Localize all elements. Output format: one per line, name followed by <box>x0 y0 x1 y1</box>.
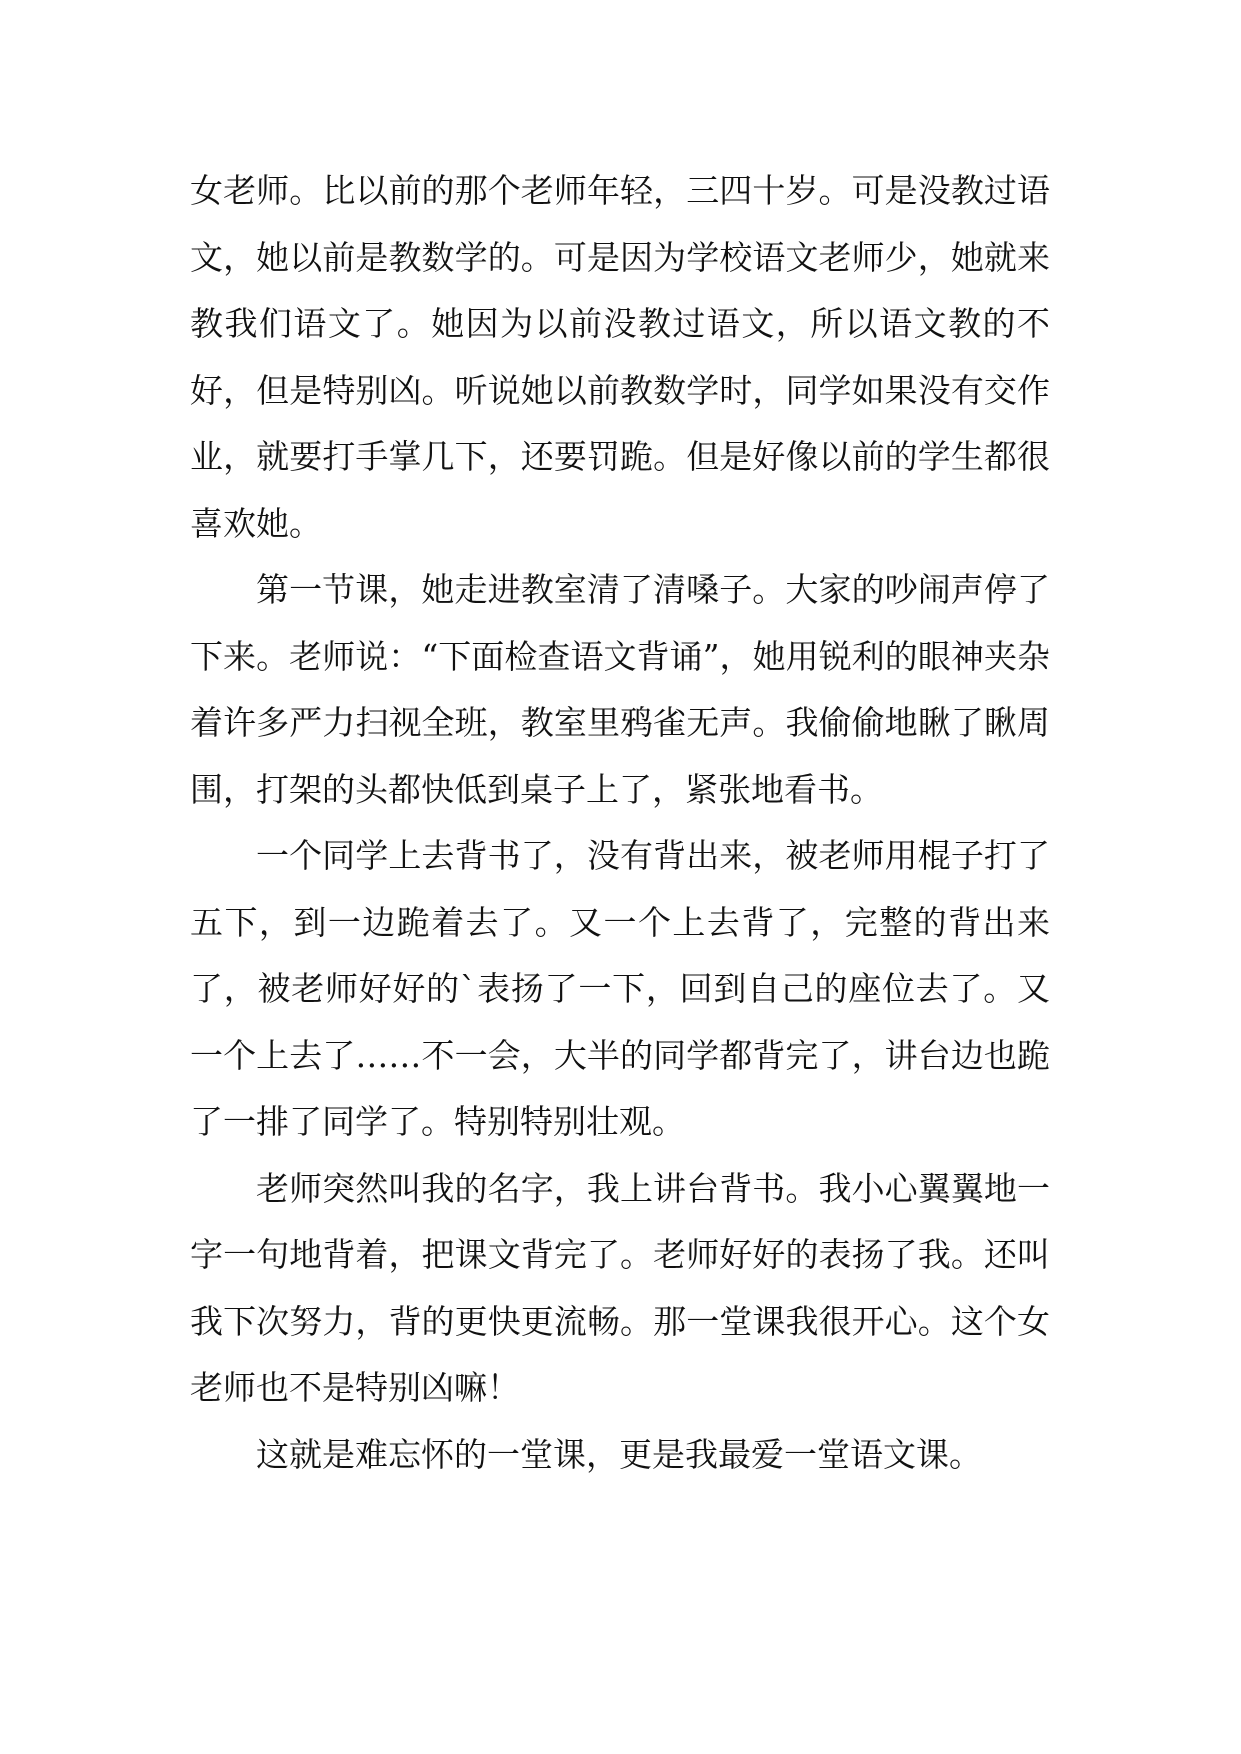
essay-body <box>190 158 1050 1488</box>
paragraph-5: 这就是难忘怀的一堂课，更是我最爱一堂语文课。 <box>256 1434 982 1474</box>
paragraph-4: 老师突然叫我的名字，我上讲台背书。我小心翼翼地一字一句地背着，把课文背完了。老师好好的表扬了我。还叫我下次努力，背的更快更流畅。那一堂课我很开心。这个女老师也不是特别凶嘛！ <box>190 1168 1050 1407</box>
paragraph-1: 女老师。比以前的那个老师年轻，三四十岁。可是没教过语文，她以前是教数学的。可是因为学校语文老师少，她就来教我们语文了。她因为以前没教过语文，所以语文教的不好，但是特别凶。听说她以前教数学时，同学如果没有交作业，就要打手掌几下，还要罚跪。但是好像以前的学生都很喜欢她。 <box>190 171 1050 543</box>
paragraph-3: 一个同学上去背书了，没有背出来，被老师用棍子打了五下，到一边跪着去了。又一个上去背了，完整的背出来了，被老师好好的`表扬了一下，回到自己的座位去了。又一个上去了……不一会，大半的同学都背完了，讲台边也跪了一排了同学了。特别特别壮观。 <box>190 836 1050 1141</box>
paragraph-2: 第一节课，她走进教室清了清嗓子。大家的吵闹声停了下来。老师说：“下面检查语文背诵”，她用锐利的眼神夹杂着许多严力扫视全班，教室里鸦雀无声。我偷偷地瞅了瞅周围，打架的头都快低到桌子上了，紧张地看书。 <box>190 570 1050 809</box>
